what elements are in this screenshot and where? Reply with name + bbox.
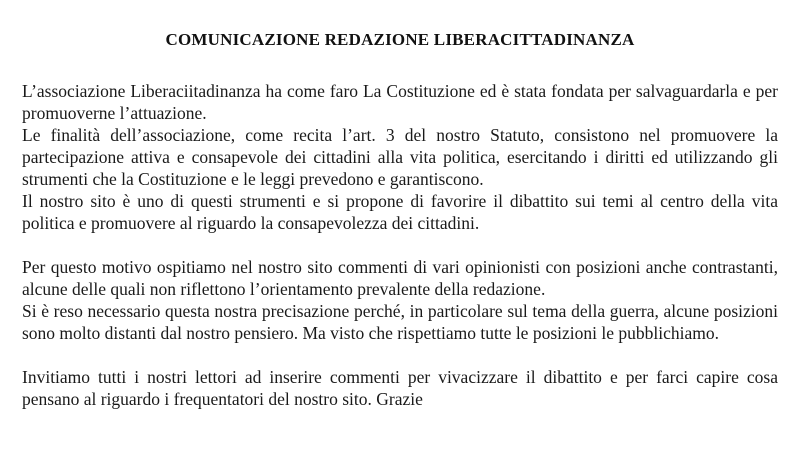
paragraph-statute-goals: Le finalità dell’associazione, come recita l’art. 3 del nostro Statuto, consistono nel promuovere la partecipazione attiva e consapevole dei cittadini alla vita politica, esercitando i diritti ed utilizzando gli strumenti che la Costituzione e le leggi prevedono e garantiscono.: [22, 125, 778, 189]
paragraph-invitation: Invitiamo tutti i nostri lettori ad inserire commenti per vivacizzare il dibattito e per farci capire cosa pensano al riguardo i frequentatori del nostro sito. Grazie: [22, 367, 778, 409]
page-title: COMUNICAZIONE REDAZIONE LIBERACITTADINANZA: [165, 30, 635, 49]
paragraph-clarification: Si è reso necessario questa nostra precisazione perché, in particolare sul tema della guerra, alcune posizioni sono molto distanti dal nostro pensiero. Ma visto che rispettiamo tutte le posizioni le pubblichiamo.: [22, 301, 778, 343]
paragraph-site-purpose: Il nostro sito è uno di questi strumenti e si propone di favorire il dibattito sui temi al centro della vita politica e promuovere al riguardo la consapevolezza dei cittadini.: [22, 191, 778, 233]
paragraph-association-intro: L’associazione Liberaciitadinanza ha come faro La Costituzione ed è stata fondata per salvaguardarla e per promuoverne l’attuazione.: [22, 81, 778, 123]
paragraph-opinions: Per questo motivo ospitiamo nel nostro sito commenti di vari opinionisti con posizioni anche contrastanti, alcune delle quali non riflettono l’orientamento prevalente della redazione.: [22, 257, 778, 299]
